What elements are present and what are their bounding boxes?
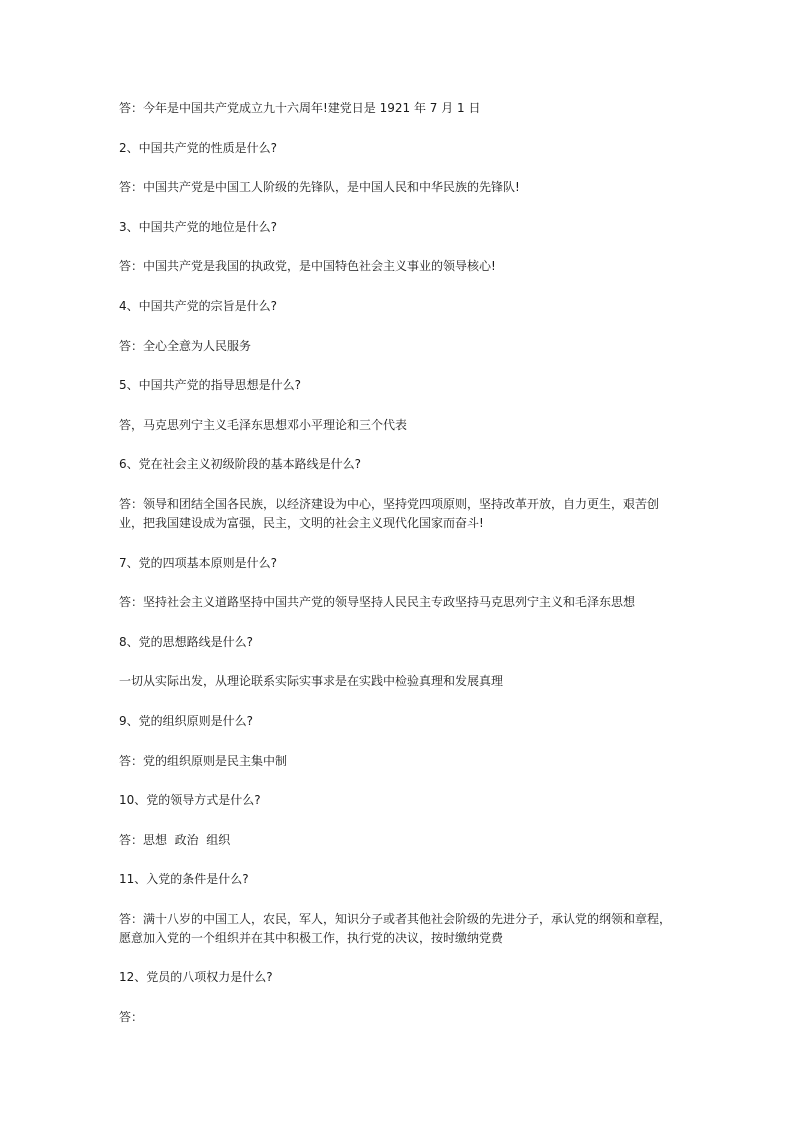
question-8: 8、党的思想路线是什么? — [119, 634, 254, 649]
answer-7: 答：坚持社会主义道路坚持中国共产党的领导坚持人民民主专政坚持马克思列宁主义和毛泽东思想 — [119, 595, 636, 610]
answer-12: 答： — [119, 1010, 144, 1025]
answer-4: 答：全心全意为人民服务 — [119, 338, 252, 353]
answer-9: 答：党的组织原则是民主集中制 — [119, 753, 288, 768]
answer-11: 答：满十八岁的中国工人，农民，军人，知识分子或者其他社会阶级的先进分子，承认党的纲领和章程，愿意加入党的一个组织并在其中积极工作，执行党的决议，按时缴纳党费 — [119, 911, 672, 945]
answer-8: 一切从实际出发，从理论联系实际实事求是在实践中检验真理和发展真理 — [119, 674, 504, 689]
document-body — [119, 99, 679, 1027]
question-6: 6、党在社会主义初级阶段的基本路线是什么? — [119, 457, 362, 472]
question-9: 9、党的组织原则是什么? — [119, 713, 254, 728]
question-5: 5、中国共产党的指导思想是什么? — [119, 378, 302, 393]
question-12: 12、党员的八项权力是什么? — [119, 970, 273, 985]
question-7: 7、党的四项基本原则是什么? — [119, 555, 278, 570]
answer-3: 答：中国共产党是我国的执政党，是中国特色社会主义事业的领导核心! — [119, 259, 496, 274]
question-3: 3、中国共产党的地位是什么? — [119, 219, 278, 234]
answer-5: 答，马克思列宁主义毛泽东思想邓小平理论和三个代表 — [119, 417, 408, 432]
question-4: 4、中国共产党的宗旨是什么? — [119, 298, 278, 313]
question-2: 2、中国共产党的性质是什么? — [119, 140, 278, 155]
question-10: 10、党的领导方式是什么? — [119, 793, 261, 808]
answer-10: 答：思想 政治 组织 — [119, 832, 231, 847]
answer-1: 答：今年是中国共产党成立九十六周年!建党日是 1921 年 7 月 1 日 — [119, 101, 481, 115]
answer-6: 答：领导和团结全国各民族，以经济建设为中心，坚持党四项原则，坚持改革开放，自力更生，艰苦创业，把我国建设成为富强，民主，文明的社会主义现代化国家而奋斗! — [119, 496, 660, 530]
question-11: 11、入党的条件是什么? — [119, 872, 249, 887]
answer-2: 答：中国共产党是中国工人阶级的先锋队，是中国人民和中华民族的先锋队! — [119, 180, 520, 195]
